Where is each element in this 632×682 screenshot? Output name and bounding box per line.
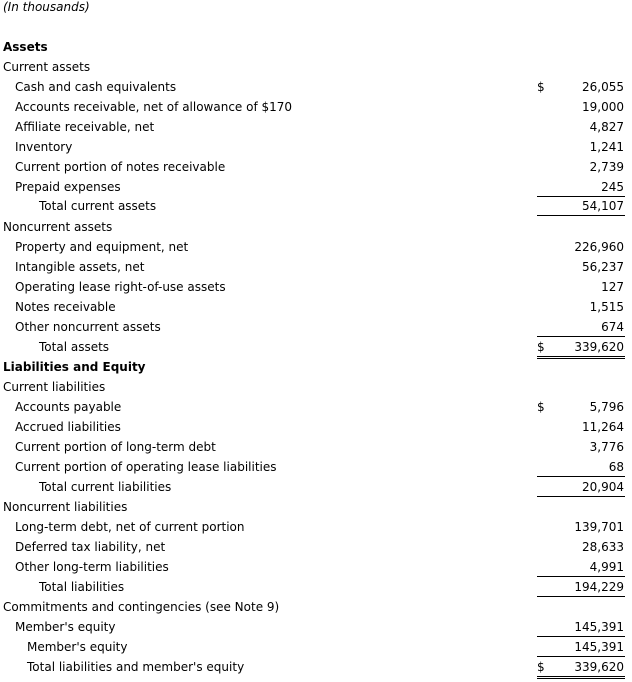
row-amount: 4,827 [589, 120, 624, 134]
row-amount: 19,000 [582, 100, 624, 114]
table-row [0, 157, 632, 177]
table-row [0, 517, 632, 537]
total-row [0, 577, 632, 597]
row-label: Deferred tax liability, net [15, 540, 166, 554]
row-label: Other noncurrent assets [15, 320, 161, 334]
row-amount: 339,620 [574, 340, 624, 354]
table-row [0, 397, 632, 417]
table-row [0, 117, 632, 137]
row-label: Commitments and contingencies (see Note 9) [3, 600, 280, 614]
row-amount: 2,739 [589, 160, 624, 174]
subsection-current-liabilities [0, 377, 632, 397]
double-rule-lower [537, 678, 625, 679]
table-row [0, 317, 632, 337]
row-amount: 145,391 [574, 620, 624, 634]
table-row [0, 417, 632, 437]
row-label: Prepaid expenses [15, 180, 121, 194]
row-label: Current portion of operating lease liabilities [15, 460, 277, 474]
row-label: Current liabilities [3, 380, 106, 394]
row-amount: 3,776 [589, 440, 624, 454]
row-label: Other long-term liabilities [15, 560, 169, 574]
total-row [0, 637, 632, 657]
table-row [0, 437, 632, 457]
row-label: Accrued liabilities [15, 420, 121, 434]
row-label: Total liabilities and member's equity [27, 660, 245, 674]
table-row [0, 537, 632, 557]
row-label: Intangible assets, net [15, 260, 145, 274]
row-amount: 26,055 [582, 80, 624, 94]
row-label: Assets [3, 40, 48, 54]
row-amount: 127 [601, 280, 624, 294]
double-rule-upper [537, 676, 625, 677]
dollar-sign: $ [537, 80, 545, 94]
row-amount: 226,960 [574, 240, 624, 254]
row-amount: 20,904 [582, 480, 624, 494]
row-amount: 194,229 [574, 580, 624, 594]
subsection-noncurrent-liabilities [0, 497, 632, 517]
row-label: Current portion of notes receivable [15, 160, 226, 174]
section-heading-liabilities-equity [0, 357, 632, 377]
row-amount: 56,237 [582, 260, 624, 274]
grand-total-row [0, 657, 632, 677]
row-label: Long-term debt, net of current portion [15, 520, 245, 534]
row-label: Current portion of long-term debt [15, 440, 216, 454]
dollar-sign: $ [537, 340, 545, 354]
row-label: Cash and cash equivalents [15, 80, 177, 94]
row-label: Total current assets [39, 199, 157, 213]
row-amount: 11,264 [582, 420, 624, 434]
row-label: Inventory [15, 140, 73, 154]
row-amount: 54,107 [582, 199, 624, 213]
row-label: Member's equity [27, 640, 128, 654]
table-row [0, 77, 632, 97]
row-label: Property and equipment, net [15, 240, 189, 254]
units-note: (In thousands) [3, 0, 90, 14]
total-row [0, 477, 632, 497]
row-amount: 245 [601, 180, 624, 194]
row-label: Notes receivable [15, 300, 116, 314]
table-row [0, 297, 632, 317]
table-row [0, 137, 632, 157]
dollar-sign: $ [537, 400, 545, 414]
table-row [0, 617, 632, 637]
table-row [0, 457, 632, 477]
row-amount: 5,796 [589, 400, 624, 414]
row-label: Member's equity [15, 620, 116, 634]
table-row [0, 237, 632, 257]
total-rule [537, 215, 625, 216]
row-label: Total assets [39, 340, 110, 354]
table-row [0, 257, 632, 277]
row-label: Current assets [3, 60, 91, 74]
table-row [0, 97, 632, 117]
subsection-commitments [0, 597, 632, 617]
dollar-sign: $ [537, 660, 545, 674]
row-label: Total current liabilities [39, 480, 172, 494]
row-label: Noncurrent liabilities [3, 500, 128, 514]
row-label: Liabilities and Equity [3, 360, 146, 374]
subsection-current-assets [0, 57, 632, 77]
row-label: Accounts receivable, net of allowance of $170 [15, 100, 293, 114]
table-row [0, 277, 632, 297]
row-label: Noncurrent assets [3, 220, 113, 234]
total-row [0, 337, 632, 357]
row-amount: 339,620 [574, 660, 624, 674]
table-row [0, 177, 632, 197]
row-label: Affiliate receivable, net [15, 120, 155, 134]
table-row [0, 557, 632, 577]
row-amount: 1,515 [589, 300, 624, 314]
row-label: Total liabilities [39, 580, 125, 594]
row-amount: 4,991 [589, 560, 624, 574]
subsection-noncurrent-assets [0, 217, 632, 237]
row-amount: 139,701 [574, 520, 624, 534]
row-amount: 68 [608, 460, 624, 474]
row-amount: 674 [601, 320, 624, 334]
row-amount: 145,391 [574, 640, 624, 654]
row-label: Operating lease right-of-use assets [15, 280, 226, 294]
row-amount: 28,633 [582, 540, 624, 554]
total-row [0, 196, 632, 216]
row-label: Accounts payable [15, 400, 122, 414]
section-heading-assets [0, 37, 632, 57]
row-amount: 1,241 [589, 140, 624, 154]
